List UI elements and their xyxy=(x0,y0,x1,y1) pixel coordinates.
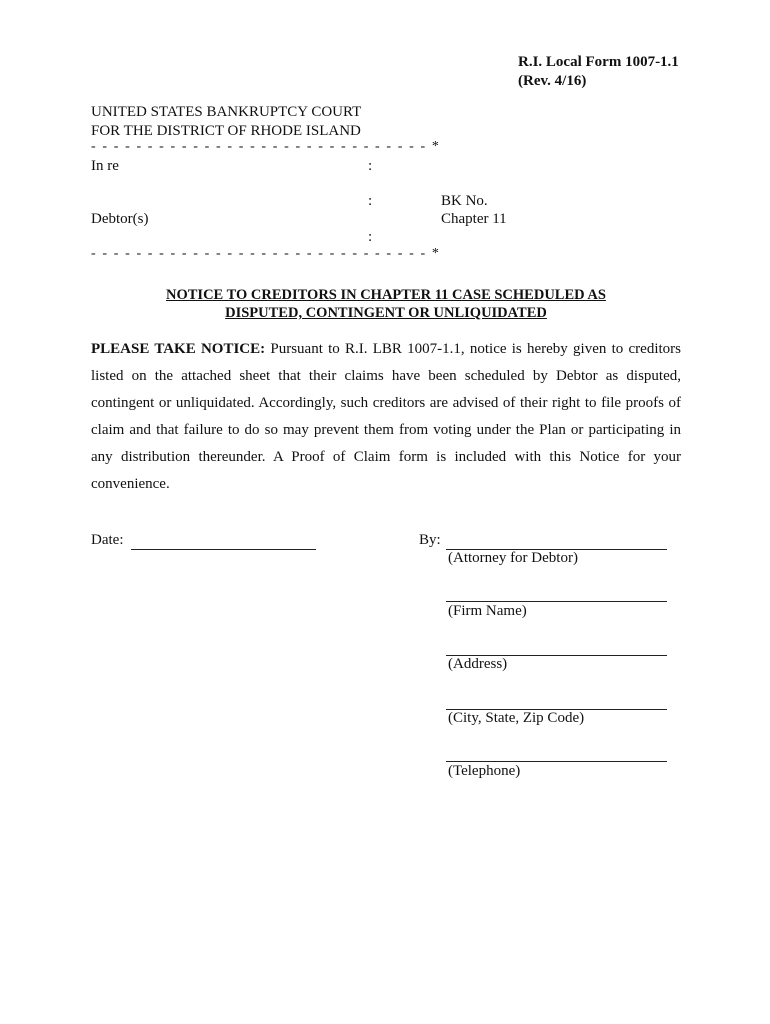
date-line[interactable] xyxy=(131,549,316,550)
notice-title xyxy=(91,286,681,322)
caption-colon-3: : xyxy=(368,229,373,245)
address-label: (Address) xyxy=(448,656,508,672)
debtor-label: Debtor(s) xyxy=(91,211,149,227)
firm-name-label: (Firm Name) xyxy=(448,603,527,619)
form-identifier xyxy=(518,53,679,91)
telephone-line[interactable] xyxy=(446,761,667,762)
caption-colon-2: : xyxy=(368,193,373,209)
in-re-label: In re xyxy=(91,158,119,174)
court-heading xyxy=(91,103,361,141)
court-district: FOR THE DISTRICT OF RHODE ISLAND xyxy=(91,123,361,139)
caption-top-border: - - - - - - - - - - - - - - - - - - - - - - - - - - - - - - * xyxy=(91,139,441,154)
notice-body xyxy=(91,336,681,498)
notice-title-line-2: DISPUTED, CONTINGENT OR UNLIQUIDATED xyxy=(225,305,547,321)
city-state-zip-label: (City, State, Zip Code) xyxy=(448,710,585,726)
form-revision: (Rev. 4/16) xyxy=(518,73,587,89)
court-name: UNITED STATES BANKRUPTCY COURT xyxy=(91,104,362,120)
firm-name-line[interactable] xyxy=(446,601,667,602)
notice-lead: PLEASE TAKE NOTICE: xyxy=(91,341,266,357)
bk-number-label: BK No. xyxy=(441,193,488,209)
notice-text: Pursuant to R.I. LBR 1007-1.1, notice is hereby given to creditors listed on the attached sheet that their claims have been scheduled by Debtor as disputed, contingent or unliquidated. Accordingly, such creditors are advised of their right to file proofs of claim and that failure to do so may prevent them from voting under the Plan or participating in any distribution thereunder. A Proof of Claim form is included with this Notice for your convenience. xyxy=(91,341,681,492)
telephone-label: (Telephone) xyxy=(448,763,521,779)
attorney-label: (Attorney for Debtor) xyxy=(448,550,578,566)
date-label: Date: xyxy=(91,532,124,548)
by-label: By: xyxy=(419,532,441,548)
form-number: R.I. Local Form 1007-1.1 xyxy=(518,54,679,70)
notice-title-line-1: NOTICE TO CREDITORS IN CHAPTER 11 CASE SCHEDULED AS xyxy=(166,287,606,303)
caption-bottom-border: - - - - - - - - - - - - - - - - - - - - - - - - - - - - - - * xyxy=(91,246,441,261)
chapter-label: Chapter 11 xyxy=(441,211,507,227)
caption-colon-1: : xyxy=(368,158,373,174)
